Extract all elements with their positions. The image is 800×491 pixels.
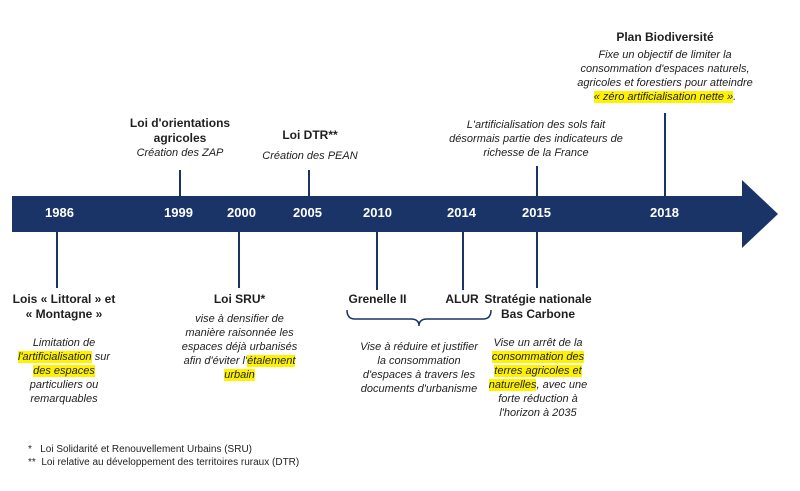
snbc-highlight-1: consommation des: [491, 351, 585, 363]
event-orientations-title-2: agricoles: [153, 131, 207, 145]
snbc-highlight-2: terres agricoles et: [494, 365, 582, 377]
biodiv-line1: Fixe un objectif de limiter la: [598, 49, 732, 61]
sru-highlight-2: urbain: [224, 369, 255, 381]
year-1999: 1999: [164, 205, 193, 220]
snbc-line2: [482, 350, 594, 364]
snbc-line1: Vise un arrêt de la: [493, 337, 583, 349]
biodiv-line3: agricoles et forestiers pour atteindre: [577, 77, 753, 89]
littoral-title-1: Lois « Littoral » et: [12, 292, 116, 306]
snbc-line4-end: , avec une: [536, 379, 588, 391]
grenelle-alur-line2: la consommation: [377, 355, 461, 367]
event-snbc: [482, 292, 594, 420]
sru-line3: espaces déjà urbanisés: [181, 341, 298, 353]
event-orientations-title-1: Loi d'orientations: [129, 116, 231, 130]
snbc-line3: [482, 364, 594, 378]
artif2015-line2: désormais partie des indicateurs de: [449, 133, 623, 145]
year-2010: 2010: [363, 205, 392, 220]
littoral-line5: remarquables: [30, 393, 98, 405]
littoral-highlight-2: des espaces: [33, 365, 95, 377]
sru-line2: manière raisonnée les: [185, 327, 294, 339]
littoral-line1: Limitation de: [32, 337, 96, 349]
year-1986: 1986: [45, 205, 74, 220]
snbc-line6: l'horizon à 2035: [499, 407, 577, 419]
biodiv-highlight: « zéro artificialisation nette »: [593, 91, 734, 103]
sru-line4-start: afin d'éviter l': [183, 355, 248, 367]
snbc-line4: [482, 378, 594, 392]
event-alur-title: ALUR: [445, 292, 479, 306]
year-2005: 2005: [293, 205, 322, 220]
year-2014: 2014: [447, 205, 476, 220]
snbc-highlight-3: naturelles: [488, 379, 537, 391]
year-2000: 2000: [227, 205, 256, 220]
sru-title: Loi SRU*: [213, 292, 266, 306]
snbc-line5: forte réduction à: [498, 393, 578, 405]
event-grenelle-title: Grenelle II: [348, 292, 407, 306]
footnote-sru: * Loi Solidarité et Renouvellement Urbains (SRU): [28, 444, 252, 455]
grenelle-alur-line3: d'espaces à travers les: [362, 369, 476, 381]
year-2018: 2018: [650, 205, 679, 220]
event-dtr-title: Loi DTR**: [282, 128, 338, 142]
biodiv-title: Plan Biodiversité: [616, 30, 714, 44]
year-2015: 2015: [522, 205, 551, 220]
littoral-line4: particuliers ou: [29, 379, 99, 391]
grenelle-alur-line4: documents d'urbanisme: [360, 383, 478, 395]
event-grenelle-alur-desc: [340, 340, 498, 396]
snbc-title-1: Stratégie nationale: [484, 292, 592, 306]
event-orientations-sub: Création des ZAP: [136, 147, 224, 159]
biodiv-line2: consommation d'espaces naturels,: [580, 63, 750, 75]
sru-highlight-1: étalement: [247, 355, 296, 367]
littoral-line2-end: sur: [91, 351, 110, 363]
artif2015-line3: richesse de la France: [483, 147, 589, 159]
biodiv-line4-end: .: [733, 91, 737, 103]
grenelle-alur-line1: Vise à réduire et justifier: [360, 341, 478, 353]
event-dtr-sub: Création des PEAN: [262, 150, 358, 162]
littoral-title-2: « Montagne »: [25, 307, 103, 321]
artif2015-line1: L'artificialisation des sols fait: [466, 119, 606, 131]
snbc-title-2: Bas Carbone: [500, 307, 576, 321]
footnote-dtr: ** Loi relative au développement des territoires ruraux (DTR): [28, 457, 300, 468]
littoral-highlight-1: l'artificialisation: [18, 351, 92, 363]
sru-line1: vise à densifier de: [195, 313, 284, 325]
